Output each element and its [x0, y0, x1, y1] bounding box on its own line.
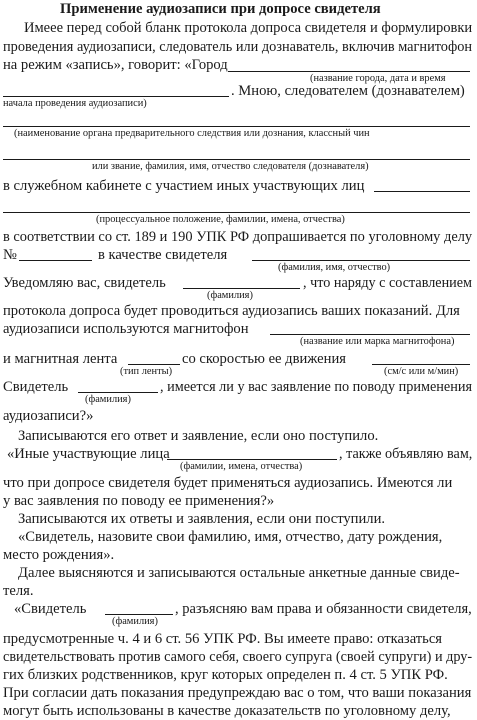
text-line: Имеее перед собой бланк протокола допроса свидетеля и формулировки: [24, 20, 473, 36]
text-line: аудиозаписи используются магнитофон: [3, 321, 249, 337]
blank-line-tape-speed: [372, 364, 470, 365]
blank-line-witness-surname-2: [78, 392, 158, 393]
text-line: №: [3, 247, 17, 263]
text-line: у вас заявления по поводу ее применения?»: [3, 493, 275, 509]
blank-line-witness-name: [252, 260, 470, 261]
blank-line-city: [228, 71, 470, 72]
text-line: и магнитная лента: [3, 351, 118, 367]
text-line: Уведомляю вас, свидетель: [3, 275, 166, 291]
blank-line-participants: [374, 191, 470, 192]
text-line: на режим «запись», говорит: «Город: [3, 57, 228, 73]
text-line: , что наряду с составлением: [303, 275, 473, 291]
text-line: , также объявляю вам,: [339, 446, 473, 462]
text-line: со скоростью ее движения: [182, 351, 346, 367]
field-caption: (наименование органа предварительного следствия или дознания, классный чин: [14, 128, 370, 139]
field-caption: (фамилия): [207, 290, 253, 301]
text-line: «Свидетель: [14, 601, 87, 617]
field-caption: начала проведения аудиозаписи): [3, 98, 147, 109]
text-line: Свидетель: [3, 379, 69, 395]
text-line: место рождения».: [3, 547, 115, 563]
blank-line-participants-names: [167, 459, 337, 460]
text-line: Далее выясняются и записываются остальные анкетные данные свиде-: [18, 565, 460, 581]
text-line: свидетельствовать против самого себя, своего супруга (своей супруги) и дру-: [3, 649, 473, 665]
text-line: . Мною, следователем (дознавателем): [231, 83, 465, 99]
text-line: проведения аудиозаписи, следователь или дознаватель, включив магнитофон: [3, 39, 473, 55]
text-line: Записываются их ответы и заявления, если они поступили.: [18, 511, 386, 527]
field-caption: или звание, фамилия, имя, отчество следователя (дознавателя): [92, 161, 369, 172]
blank-line-case-number: [19, 260, 92, 261]
blank-line-start-time: [3, 96, 229, 97]
blank-line-investigator-name: [3, 159, 470, 160]
text-line: , разъясняю вам права и обязанности свидетеля,: [175, 601, 472, 617]
blank-line-tape-type: [128, 364, 180, 365]
text-line: могут быть использованы в качестве доказательств по уголовному делу,: [3, 703, 451, 719]
text-line: , имеется ли у вас заявление по поводу применения: [160, 379, 472, 395]
blank-line-participants-2: [3, 212, 470, 213]
text-line: в качестве свидетеля: [98, 247, 228, 263]
text-line: «Свидетель, назовите свои фамилию, имя, отчество, дату рождения,: [18, 529, 443, 545]
text-line: предусмотренные ч. 4 и 6 ст. 56 УПК РФ. Вы имеете право: отказаться: [3, 631, 443, 647]
blank-line-witness-surname: [183, 288, 300, 289]
field-caption: (фамилия): [112, 616, 158, 627]
text-line: Записываются его ответ и заявление, если оно поступило.: [18, 428, 379, 444]
blank-line-recorder: [270, 334, 470, 335]
text-line: «Иные участвующие лица: [7, 446, 170, 462]
field-caption: (название или марка магнитофона): [300, 336, 455, 347]
field-caption: (фамилии, имена, отчества): [180, 461, 303, 472]
document-title: Применение аудиозаписи при допросе свидетеля: [60, 1, 381, 17]
field-caption: (фамилия): [85, 394, 131, 405]
blank-line-investigator-body: [3, 126, 470, 127]
text-line: в соответствии со ст. 189 и 190 УПК РФ допрашивается по уголовному делу: [3, 229, 473, 245]
text-line: в служебном кабинете с участием иных участвующих лиц: [3, 178, 365, 194]
field-caption: (название города, дата и время: [310, 73, 446, 84]
field-caption: (тип ленты): [120, 366, 173, 377]
field-caption: (см/с или м/мин): [384, 366, 459, 377]
blank-line-witness-surname-3: [105, 614, 173, 615]
field-caption: (процессуальное положение, фамилии, имена, отчества): [96, 214, 345, 225]
text-line: гих близких родственников, круг которых определен п. 4 ст. 5 УПК РФ.: [3, 667, 448, 683]
field-caption: (фамилия, имя, отчество): [278, 262, 391, 273]
text-line: аудиозаписи?»: [3, 408, 94, 424]
text-line: протокола допроса будет проводиться аудиозапись ваших показаний. Для: [3, 303, 460, 319]
text-line: теля.: [3, 583, 34, 599]
text-line: При согласии дать показания предупреждаю вас о том, что ваши показания: [3, 685, 472, 701]
text-line: что при допросе свидетеля будет применяться аудиозапись. Имеются ли: [3, 475, 453, 491]
